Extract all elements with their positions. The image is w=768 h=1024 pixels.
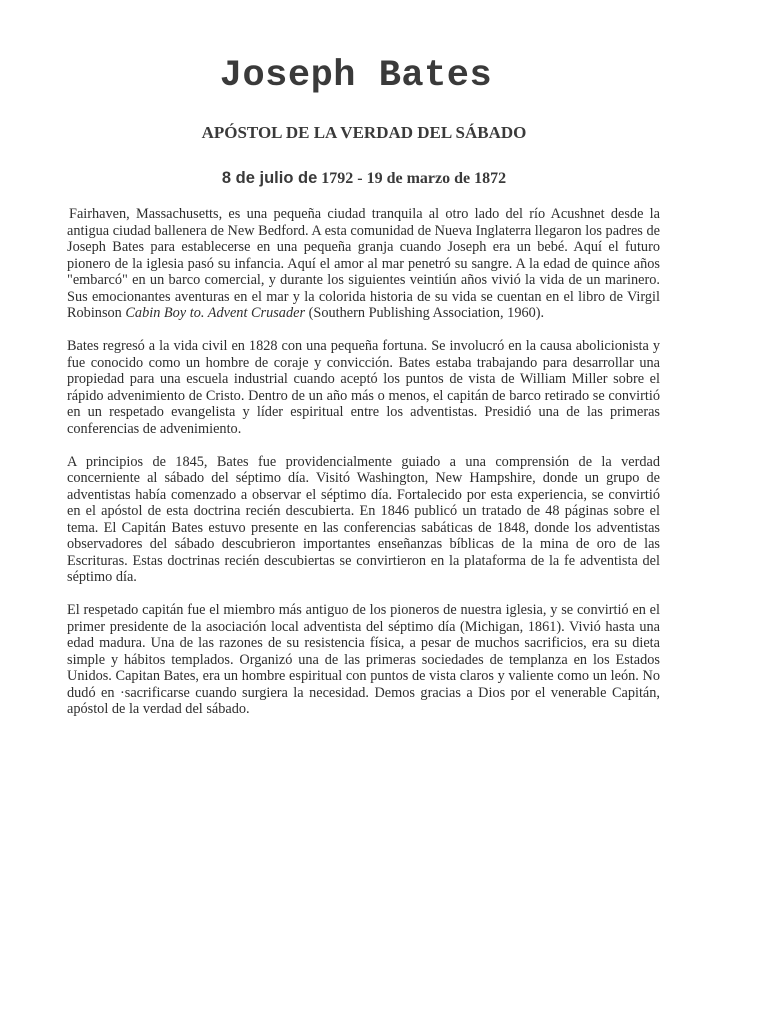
page-subtitle: APÓSTOL DE LA VERDAD DEL SÁBADO — [201, 123, 527, 142]
article-body — [67, 206, 660, 718]
page-title: Joseph Bates — [219, 55, 493, 97]
paragraph-1 — [67, 206, 660, 322]
paragraph-1-text: Fairhaven, Massachusetts, es una pequeña ciudad tranquila al otro lado del río Acushnet desde la antigua ciudad ballenera de New Bedford. A esta comunidad de Nueva Inglaterra llegaron los padres de Joseph Bates para establecerse en una pequeña granja cuando Joseph era un bebé. Aquí el futuro pionero de la iglesia pasó su infancia. Aquí el amor al mar penetró su sangre. A la edad de quince años "embarcó" en un barco comercial, y durante los siguientes veintiún años vivió la vida de un marinero. Sus emocionantes aventuras en el mar y la colorida historia de su vida se cuentan en el libro de Virgil Robinson — [67, 206, 660, 321]
birth-date: 8 de julio de — [221, 169, 318, 187]
paragraph-2: Bates regresó a la vida civil en 1828 con una pequeña fortuna. Se involucró en la causa abolicionista y fue conocido como un hombre de coraje y convicción. Bates estaba trabajando para desarrollar una propiedad para una escuela industrial cuando aceptó los puntos de vista de William Miller sobre el rápido advenimiento de Cristo. Dentro de un año más o menos, el capitán de barco retirado se convirtió en un respetado evangelista y líder espiritual entre los adventistas. Presidió una de las primeras conferencias de advenimiento. — [67, 338, 660, 437]
life-dates — [0, 166, 728, 191]
date-range: 1792 - 19 de marzo de 1872 — [317, 170, 507, 187]
book-title: Cabin Boy to. Advent Crusader — [125, 305, 306, 321]
paragraph-3: A principios de 1845, Bates fue providencialmente guiado a una comprensión de la verdad concerniente al sábado del séptimo día. Visitó Washington, New Hampshire, donde un grupo de adventistas había comenzado a observar el séptimo día. Fortalecido por esta experiencia, se convirtió en el apóstol de esta doctrina recién descubierta. En 1846 publicó un tratado de 48 páginas sobre el tema. El Capitán Bates estuvo presente en las conferencias sabáticas de 1848, donde los adventistas observadores del sábado descubrieron importantes enseñanzas bíblicas de la mina de oro de las Escrituras. Estas doctrinas recién descubiertas se convirtieron en la plataforma de la fe adventista del séptimo día. — [67, 453, 660, 585]
paragraph-1-citation: (Southern Publishing Association, 1960). — [305, 305, 545, 321]
paragraph-4: El respetado capitán fue el miembro más antiguo de los pioneros de nuestra iglesia, y se convirtió en el primer presidente de la asociación local adventista del séptimo día (Michigan, 1861). Vivió hasta una edad madura. Una de las razones de su resistencia física, a pesar de muchos sacrificios, era su dieta simple y hábitos templados. Organizó una de las primeras sociedades de templanza en los Estados Unidos. Capitan Bates, era un hombre espiritual con puntos de vista claros y valiente como un león. No dudó en ·sacrificarse cuando surgiera la necesidad. Demos gracias a Dios por el venerable Capitán, apóstol de la verdad del sábado. — [67, 602, 660, 717]
